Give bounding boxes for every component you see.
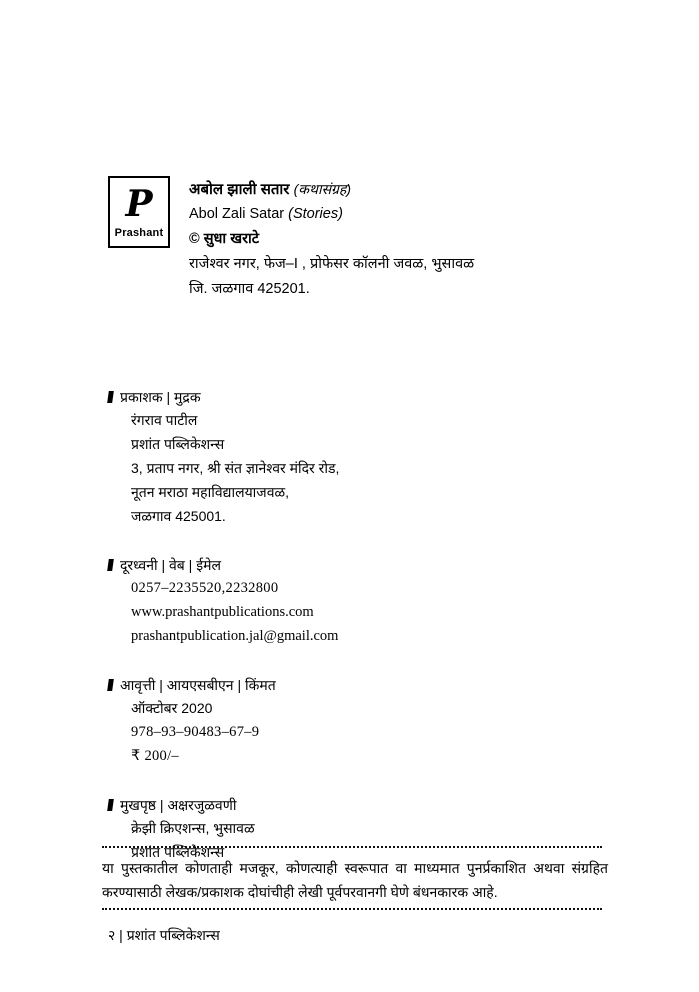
divider-top	[102, 846, 602, 848]
edition-date: ऑक्टोबर 2020	[131, 700, 213, 716]
publisher-block-body	[108, 408, 628, 528]
contact-block-body	[108, 576, 628, 648]
copyright-holder: © सुधा खराटे	[189, 231, 260, 247]
imprint-lines	[189, 177, 474, 302]
edition-block-heading-text: आवृत्ती | आयएसबीएन | किंमत	[120, 677, 276, 693]
logo-letter-icon: P	[125, 183, 153, 225]
typesetter: प्रशांत पब्लिकेशन्स	[131, 844, 225, 860]
edition-block-heading	[108, 674, 628, 696]
bullet-icon	[107, 799, 114, 811]
divider-bottom	[102, 908, 602, 910]
bullet-icon	[107, 679, 114, 691]
author-address-line-2: जि. जळगाव 425201.	[189, 281, 310, 297]
author-address-line-1: राजेश्वर नगर, फेज–I , प्रोफेसर कॉलनी जवळ, भुसावळ	[189, 256, 475, 272]
copyright-notice: या पुस्तकातील कोणताही मजकूर, कोणत्याही स्वरूपात वा माध्यमात पुनर्प्रकाशित अथवा संग्रहित करण्यासाठी लेखक/प्रकाशक दोघांचीही लेखी पूर्वपरवानगी घेणे बंधनकारक आहे.	[102, 860, 608, 900]
publisher-block-heading-text: प्रकाशक | मुद्रक	[120, 389, 201, 405]
cover-block	[108, 794, 628, 864]
contact-block-heading-text: दूरध्वनी | वेब | ईमेल	[120, 557, 221, 573]
website-url[interactable]: www.prashantpublications.com	[131, 604, 314, 620]
publisher-block-heading	[108, 386, 628, 408]
contact-block-heading	[108, 554, 628, 576]
phone-numbers: 0257–2235520,2232800	[131, 580, 279, 596]
bullet-icon	[107, 391, 114, 403]
cover-block-heading-text: मुखपृष्ठ | अक्षरजुळवणी	[120, 797, 237, 813]
book-genre-marathi: (कथासंग्रह)	[293, 181, 352, 197]
page-footer: २ | प्रशांत पब्लिकेशन्स	[108, 927, 220, 943]
masthead	[108, 176, 474, 302]
publisher-imprint: प्रशांत पब्लिकेशन्स	[131, 436, 225, 452]
book-genre-english: (Stories)	[288, 206, 343, 222]
email-address[interactable]: prashantpublication.jal@gmail.com	[131, 628, 339, 644]
publisher-block	[108, 386, 628, 528]
publisher-name: रंगराव पाटील	[131, 412, 198, 428]
cover-block-heading	[108, 794, 628, 816]
book-title-english-text: Abol Zali Satar	[189, 206, 289, 222]
publisher-address-line-3: जळगाव 425001.	[131, 508, 226, 524]
bullet-icon	[107, 559, 114, 571]
book-title-marathi	[189, 177, 474, 202]
publisher-address-line-2: नूतन मराठा महाविद्यालयाजवळ,	[131, 484, 290, 500]
cover-designer: क्रेझी क्रिएशन्स, भुसावळ	[131, 820, 255, 836]
publisher-address-line-1: 3, प्रताप नगर, श्री संत ज्ञानेश्वर मंदिर रोड,	[131, 460, 340, 476]
price: ₹ 200/–	[131, 748, 179, 764]
edition-block	[108, 674, 628, 768]
logo-wordmark: Prashant	[114, 227, 164, 239]
book-title-marathi-text: अबोल झाली सतार	[189, 181, 294, 198]
book-title-english	[189, 202, 474, 227]
publisher-logo	[108, 176, 170, 248]
isbn-number: 978–93–90483–67–9	[131, 724, 260, 740]
edition-block-body	[108, 696, 628, 768]
contact-block	[108, 554, 628, 648]
imprint-blocks	[108, 386, 628, 864]
